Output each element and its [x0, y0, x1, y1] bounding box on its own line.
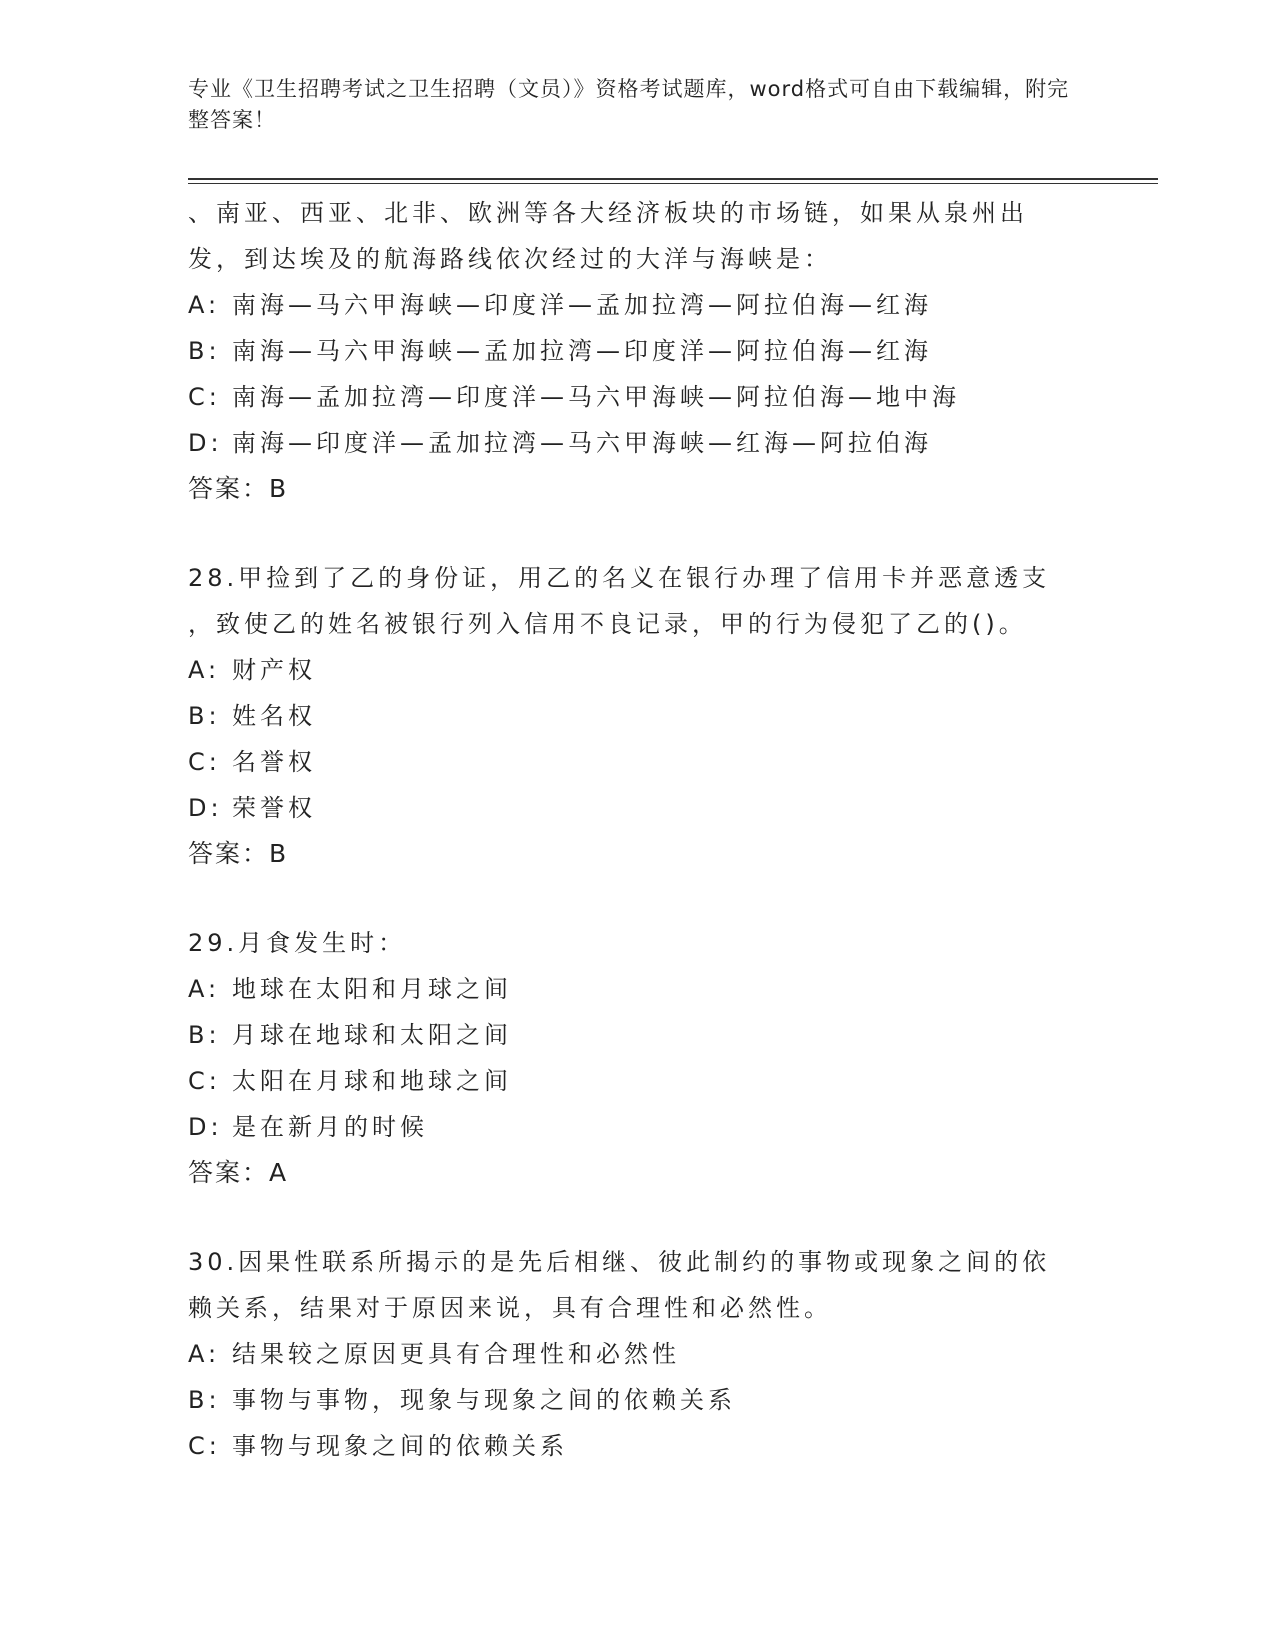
option-text: 太阳在月球和地球之间: [232, 1067, 512, 1095]
option-a: [188, 282, 1088, 328]
question-stem-line: 28.甲捡到了乙的身份证，用乙的名义在银行办理了信用卡并恶意透支: [188, 564, 1051, 592]
question-30: [188, 1239, 1088, 1469]
option-c: [188, 374, 1088, 420]
option-d: [188, 1104, 1088, 1150]
option-a: [188, 647, 1088, 693]
option-c: [188, 1423, 1088, 1469]
option-text: 事物与事物，现象与现象之间的依赖关系: [232, 1386, 736, 1414]
option-text: 事物与现象之间的依赖关系: [232, 1432, 568, 1460]
option-letter: C:: [188, 383, 221, 411]
option-letter: A:: [188, 1340, 221, 1368]
question-stem-line: 赖关系，结果对于原因来说，具有合理性和必然性。: [188, 1294, 832, 1322]
answer-line: 答案：B: [188, 839, 289, 868]
option-letter: C:: [188, 748, 221, 776]
question-stem-line: ，致使乙的姓名被银行列入信用不良记录，甲的行为侵犯了乙的()。: [188, 610, 1027, 638]
option-c: [188, 739, 1088, 785]
question-stem-line: 29.月食发生时：: [188, 929, 407, 957]
page-header: 专业《卫生招聘考试之卫生招聘（文员）》资格考试题库，word格式可自由下载编辑，附完整答案！: [188, 77, 1070, 132]
option-text: 月球在地球和太阳之间: [232, 1021, 512, 1049]
option-text: 财产权: [232, 656, 316, 684]
option-letter: D:: [188, 429, 223, 457]
option-letter: A:: [188, 975, 221, 1003]
option-text: 南海—马六甲海峡—孟加拉湾—印度洋—阿拉伯海—红海: [232, 337, 932, 365]
question-stem-line: 、南亚、西亚、北非、欧洲等各大经济板块的市场链，如果从泉州出: [188, 199, 1028, 227]
option-text: 姓名权: [232, 702, 316, 730]
header-divider: [188, 178, 1158, 180]
option-text: 名誉权: [232, 748, 316, 776]
option-text: 南海—马六甲海峡—印度洋—孟加拉湾—阿拉伯海—红海: [232, 291, 932, 319]
option-letter: B:: [188, 337, 221, 365]
option-b: [188, 1377, 1088, 1423]
option-text: 南海—孟加拉湾—印度洋—马六甲海峡—阿拉伯海—地中海: [232, 383, 960, 411]
answer-line: 答案：A: [188, 1158, 289, 1187]
option-text: 地球在太阳和月球之间: [232, 975, 512, 1003]
option-letter: B:: [188, 702, 221, 730]
option-text: 荣誉权: [232, 794, 316, 822]
option-letter: B:: [188, 1386, 221, 1414]
option-text: 结果较之原因更具有合理性和必然性: [232, 1340, 680, 1368]
answer-line: 答案：B: [188, 474, 289, 503]
option-letter: C:: [188, 1067, 221, 1095]
question-27: [188, 190, 1088, 512]
question-29: [188, 920, 1088, 1196]
option-letter: D:: [188, 794, 223, 822]
option-c: [188, 1058, 1088, 1104]
question-stem-line: 发，到达埃及的航海路线依次经过的大洋与海峡是：: [188, 245, 832, 273]
option-letter: C:: [188, 1432, 221, 1460]
option-b: [188, 1012, 1088, 1058]
option-letter: A:: [188, 656, 221, 684]
question-28: [188, 555, 1088, 877]
option-a: [188, 966, 1088, 1012]
question-list: [188, 190, 1088, 1469]
question-stem-line: 30.因果性联系所揭示的是先后相继、彼此制约的事物或现象之间的依: [188, 1248, 1051, 1276]
option-b: [188, 693, 1088, 739]
option-letter: D:: [188, 1113, 223, 1141]
option-a: [188, 1331, 1088, 1377]
option-letter: A:: [188, 291, 221, 319]
header-divider-thin: [188, 183, 1158, 184]
option-letter: B:: [188, 1021, 221, 1049]
option-text: 南海—印度洋—孟加拉湾—马六甲海峡—红海—阿拉伯海: [232, 429, 932, 457]
option-d: [188, 420, 1088, 466]
option-text: 是在新月的时候: [232, 1113, 428, 1141]
option-d: [188, 785, 1088, 831]
option-b: [188, 328, 1088, 374]
